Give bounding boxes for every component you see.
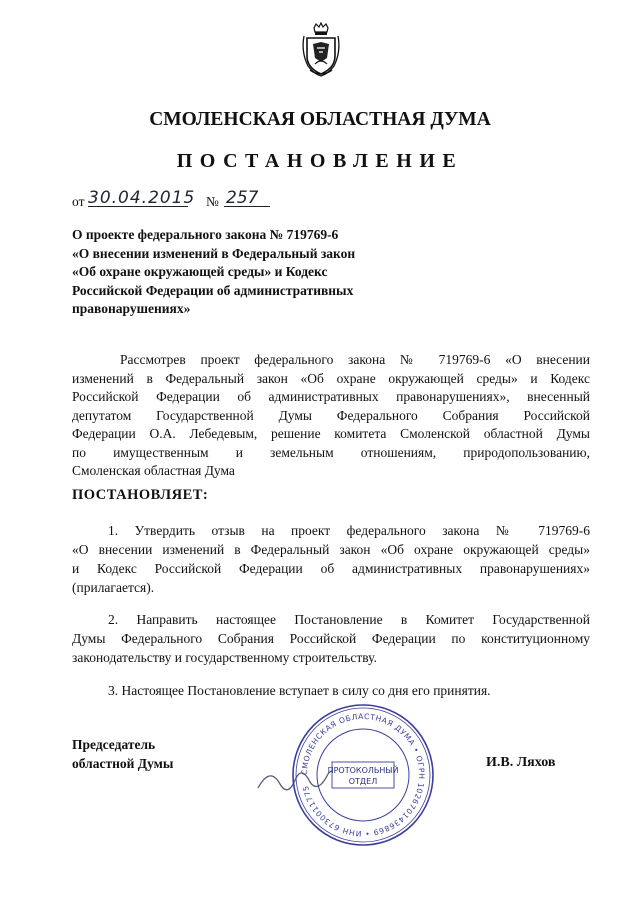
item-line: 2. Направить настоящее Постановление в Комитет Государственной xyxy=(108,612,590,627)
stamp-center-line-1: ПРОТОКОЛЬНЫЙ xyxy=(327,766,399,775)
subject-line: Российской Федерации об административных xyxy=(72,282,354,298)
stamp-center-line-2: ОТДЕЛ xyxy=(348,777,378,786)
coat-of-arms-icon xyxy=(300,22,342,78)
preamble-line: Российской Федерации об административных правонарушениях», внесенный xyxy=(72,389,590,404)
preamble-paragraph xyxy=(72,351,590,481)
preamble-line: депутатом Государственной Думы Федерального Собрания Российской xyxy=(72,407,590,423)
signatory-title-line: областной Думы xyxy=(72,755,174,771)
signatory-name: И.В. Ляхов xyxy=(486,755,556,770)
item-line: «О внесении изменений в Федеральный закон «Об охране окружающей среды» xyxy=(72,542,590,557)
subject-line: О проекте федерального закона № 719769-6 xyxy=(72,227,339,242)
decree-heading: ПОСТАНОВЛЯЕТ: xyxy=(72,487,209,503)
subject-line: правонарушениях» xyxy=(72,301,191,317)
preamble-line: изменений в Федеральный закон «Об охране окружающей среды» и Кодекс xyxy=(72,370,590,386)
preamble-line: по имущественным и земельным отношениям, природопользованию, xyxy=(72,444,590,460)
subject-line: «О внесении изменений в Федеральный закон xyxy=(72,245,356,261)
item-line: законодательству и государственному строительству. xyxy=(72,650,377,665)
document-subject xyxy=(72,226,412,319)
resolution-item-3 xyxy=(72,681,590,700)
subject-line: «Об охране окружающей среды» и Кодекс xyxy=(72,264,328,280)
signatory-title xyxy=(72,736,173,773)
resolution-item-2 xyxy=(72,610,590,667)
resolution-item-1 xyxy=(72,521,590,597)
item-line: 1. Утвердить отзыв на проект федерального закона № 719769-6 xyxy=(108,523,590,538)
organization-name: СМОЛЕНСКАЯ ОБЛАСТНАЯ ДУМА xyxy=(149,109,491,130)
item-line: 3. Настоящее Постановление вступает в силу со дня его принятия. xyxy=(108,683,491,698)
item-line: и Кодекс Российской Федерации об административных правонарушениях» xyxy=(72,561,590,576)
document-number: 257 xyxy=(224,188,270,207)
number-prefix: № xyxy=(206,194,219,209)
preamble-line: Федерации О.А. Лебедевым, решение комитета Смоленской областной Думы xyxy=(72,426,590,441)
item-line: Думы Федерального Собрания Российской Федерации по конституционному xyxy=(72,631,590,646)
official-stamp xyxy=(288,700,438,850)
date-prefix: от xyxy=(72,194,85,209)
signatory-title-line: Председатель xyxy=(72,737,156,752)
item-line: (прилагается). xyxy=(72,580,155,595)
document-date: 30.04.2015 xyxy=(88,188,196,208)
preamble-line: Смоленская областная Дума xyxy=(72,463,235,478)
preamble-line: Рассмотрев проект федерального закона № 719769-6 «О внесении xyxy=(120,352,590,367)
stamp-ring-text: СМОЛЕНСКАЯ ОБЛАСТНАЯ ДУМА • ОГРН 1026701436869 • ИНН 6730011775 xyxy=(299,711,427,839)
document-type-title: ПОСТАНОВЛЕНИЕ xyxy=(176,150,464,172)
